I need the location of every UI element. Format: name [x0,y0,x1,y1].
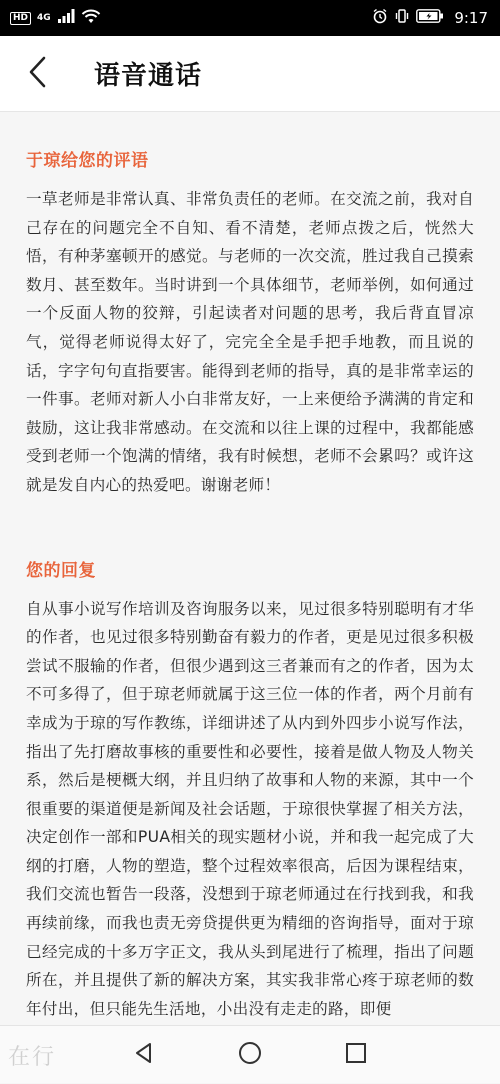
nav-back-button[interactable] [91,1026,197,1084]
status-bar-right [372,8,488,28]
hd-badge: HD [10,12,31,25]
comment-text: 一草老师是非常认真、非常负责任的老师。在交流之前，我对自己存在的问题完全不自知、看不清楚，老师点拨之后，恍然大悟，有种茅塞顿开的感觉。与老师的一次交流，胜过我自己摸索数月、甚至数年。当时讲到一个具体细节，老师举例，如何通过一个反面人物的狡辩，引起读者对问题的思考，我后背直冒凉气，觉得老师说得太好了，完完全全是手把手地教，而且说的话，字字句句直指要害。能得到老师的指导，真的是非常幸运的一件事。老师对新人小白非常友好，一上来便给予满满的肯定和鼓励，这让我非常感动。在交流和以往上课的过程中，我都能感受到老师一个饱满的情绪，我有时候想，老师不会累吗？或许这就是发自内心的热爱吧。谢谢老师！ [26,190,474,494]
status-bar [0,0,500,36]
watermark: 在行 [8,1045,57,1070]
main-content[interactable] [0,113,500,1025]
comment-section-title: 于琼给您的评语 [26,151,149,171]
reply-text: 自从事小说写作培训及咨询服务以来，见过很多特别聪明有才华的作者，也见过很多特别勤奋有毅力的作者，更是见过很多积极尝试不服输的作者，但很少遇到这三者兼而有之的作者，因为太不可多得了，但于琼老师就属于这三位一体的作者，两个月前有幸成为于琼的写作教练，详细讲述了从内到外四步小说写作法，指出了先打磨故事核的重要性和必要性，接着是做人物及人物关系，然后是梗概大纲，并且归纳了故事和人物的来源，其中一个很重要的渠道便是新闻及社会话题，于琼很快掌握了相关方法，决定创作一部和PUA相关的现实题材小说，并和我一起完成了大纲的打磨，人物的塑造，整个过程效率很高，后因为课程结束，我们交流也暂告一段落，没想到于琼老师通过在行找到我，和我再续前缘，而我也责无旁贷提供更为精细的咨询指导，面对于琼已经完成的十多万字正文，我从头到尾进行了梳理，指出了问题所在，并且提供了新的解决方案，其实我非常心疼于琼老师的数年付出，但只能先生活地，小出没有走走的路，即便 [26,599,474,1018]
page-title: 语音通话 [94,61,203,91]
back-triangle-icon [133,1042,155,1068]
nav-recents-button[interactable] [303,1026,409,1084]
status-time: 9:17 [454,9,488,27]
home-circle-icon [238,1041,262,1069]
signal-icon [57,9,75,27]
chevron-left-icon [28,56,48,92]
nav-home-button[interactable] [197,1026,303,1084]
battery-icon [416,9,444,27]
vibrate-icon [394,8,410,28]
reply-section-title: 您的回复 [26,560,96,581]
back-button[interactable] [10,36,66,112]
system-nav-bar [0,1025,500,1083]
wifi-icon [81,9,101,28]
status-bar-left [10,9,101,28]
recents-square-icon [345,1042,367,1068]
alarm-icon [372,8,388,28]
network-type: 4G [37,12,51,23]
app-header [0,36,500,112]
